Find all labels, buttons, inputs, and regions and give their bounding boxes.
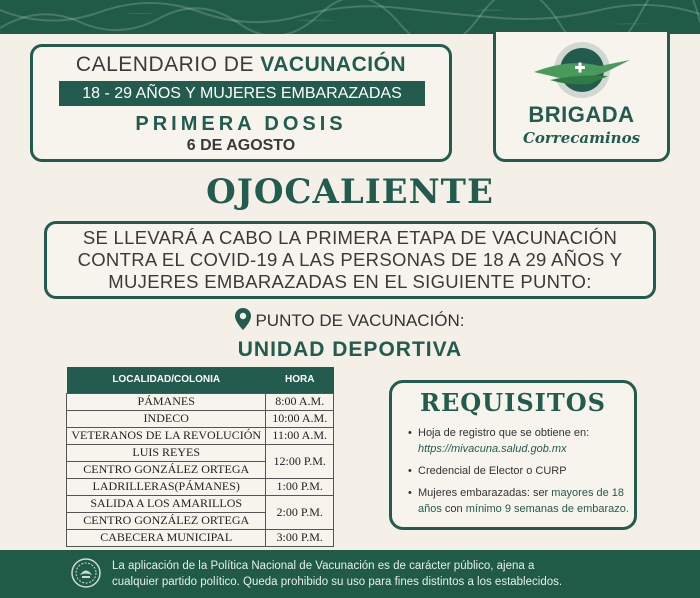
localidad-cell: CENTRO GONZÁLEZ ORTEGA [67,512,266,529]
localidad-cell: INDECO [67,410,266,427]
dose-label: PRIMERA DOSIS [135,113,347,135]
hora-cell: 11:00 A.M. [266,427,334,444]
message-box [44,221,656,299]
localidad-cell: CABECERA MUNICIPAL [67,529,266,546]
table-row [67,529,334,546]
message-line-2: CONTRA EL COVID-19 A LAS PERSONAS DE 18 A 29 AÑOS Y [77,249,623,270]
table-row [67,478,334,495]
town-title: OJOCALIENTE [206,172,494,212]
schedule-table [66,367,334,547]
message-text [78,227,623,293]
hora-cell: 3:00 P.M. [266,529,334,546]
requirement-text: Mujeres embarazadas: ser [418,487,552,499]
list-item: • Credencial de Elector o CURP [408,463,634,479]
hora-cell: 12:00 P.M. [266,444,334,478]
top-decorative-band [0,0,700,34]
list-item [408,425,634,457]
vaccination-place: UNIDAD DEPORTIVA [237,338,463,361]
requirement-highlight: mínimo 9 semanas de embarazo. [465,503,629,515]
ornament-pattern-icon [0,0,700,34]
message-line-1: SE LLEVARÁ A CABO LA PRIMERA ETAPA DE VACUNACIÓN [82,227,618,248]
list-item [408,485,634,517]
requirements-list [408,425,634,523]
mexico-seal-icon [71,558,101,588]
requirement-text: con [441,503,466,515]
registration-link[interactable]: https://mivacuna.salud.gob.mx [418,443,567,455]
table-row [67,393,334,410]
hora-cell: 10:00 A.M. [266,410,334,427]
hora-cell: 1:00 P.M. [266,478,334,495]
localidad-cell: SALIDA A LOS AMARILLOS [67,495,266,512]
footer-disclaimer [112,558,672,590]
message-line-3: MUJERES EMBARAZADAS EN EL SIGUIENTE PUNTO: [108,271,592,292]
table-row [67,410,334,427]
calendar-title-prefix: CALENDARIO DE [75,53,261,76]
schedule-header-row [67,367,334,393]
date-label: 6 DE AGOSTO [186,137,296,154]
footer-line-2: cualquier partido político. Queda prohibido su uso para fines distintos a los establecidos. [112,576,563,588]
roadrunner-logo-icon [530,40,634,102]
requirement-text: Hoja de registro que se obtiene en: [418,427,590,439]
localidad-cell: LUIS REYES [67,444,266,461]
column-header-hora: HORA [266,367,334,393]
footer [0,550,700,598]
table-row [67,427,334,444]
table-row [67,495,334,512]
brigada-title: BRIGADA [528,102,635,127]
requirement-highlight: mayores de 18 años [418,487,625,515]
brigada-box [493,32,670,162]
hora-cell: 2:00 P.M. [266,495,334,529]
audience-band: 18 - 29 AÑOS Y MUJERES EMBARAZADAS [59,81,425,106]
localidad-cell: CENTRO GONZÁLEZ ORTEGA [67,461,266,478]
map-pin-icon [235,308,251,330]
footer-line-1: La aplicación de la Política Nacional de Vacunación es de carácter público, ajena a [112,560,535,572]
localidad-cell: LADRILLERAS(PÁMANES) [67,478,266,495]
vaccination-point [0,308,700,331]
table-row [67,444,334,461]
hora-cell: 8:00 A.M. [266,393,334,410]
calendar-box [30,44,452,162]
requirements-title: REQUISITOS [420,388,606,417]
calendar-title [33,53,449,77]
vaccination-point-label: PUNTO DE VACUNACIÓN: [255,311,465,330]
brigada-subtitle: Correcaminos [522,129,641,147]
calendar-title-emphasis: VACUNACIÓN [260,53,407,76]
localidad-cell: PÁMANES [67,393,266,410]
column-header-localidad: LOCALIDAD/COLONIA [67,367,266,393]
requirements-box [389,380,637,530]
localidad-cell: VETERANOS DE LA REVOLUCIÓN [67,427,266,444]
